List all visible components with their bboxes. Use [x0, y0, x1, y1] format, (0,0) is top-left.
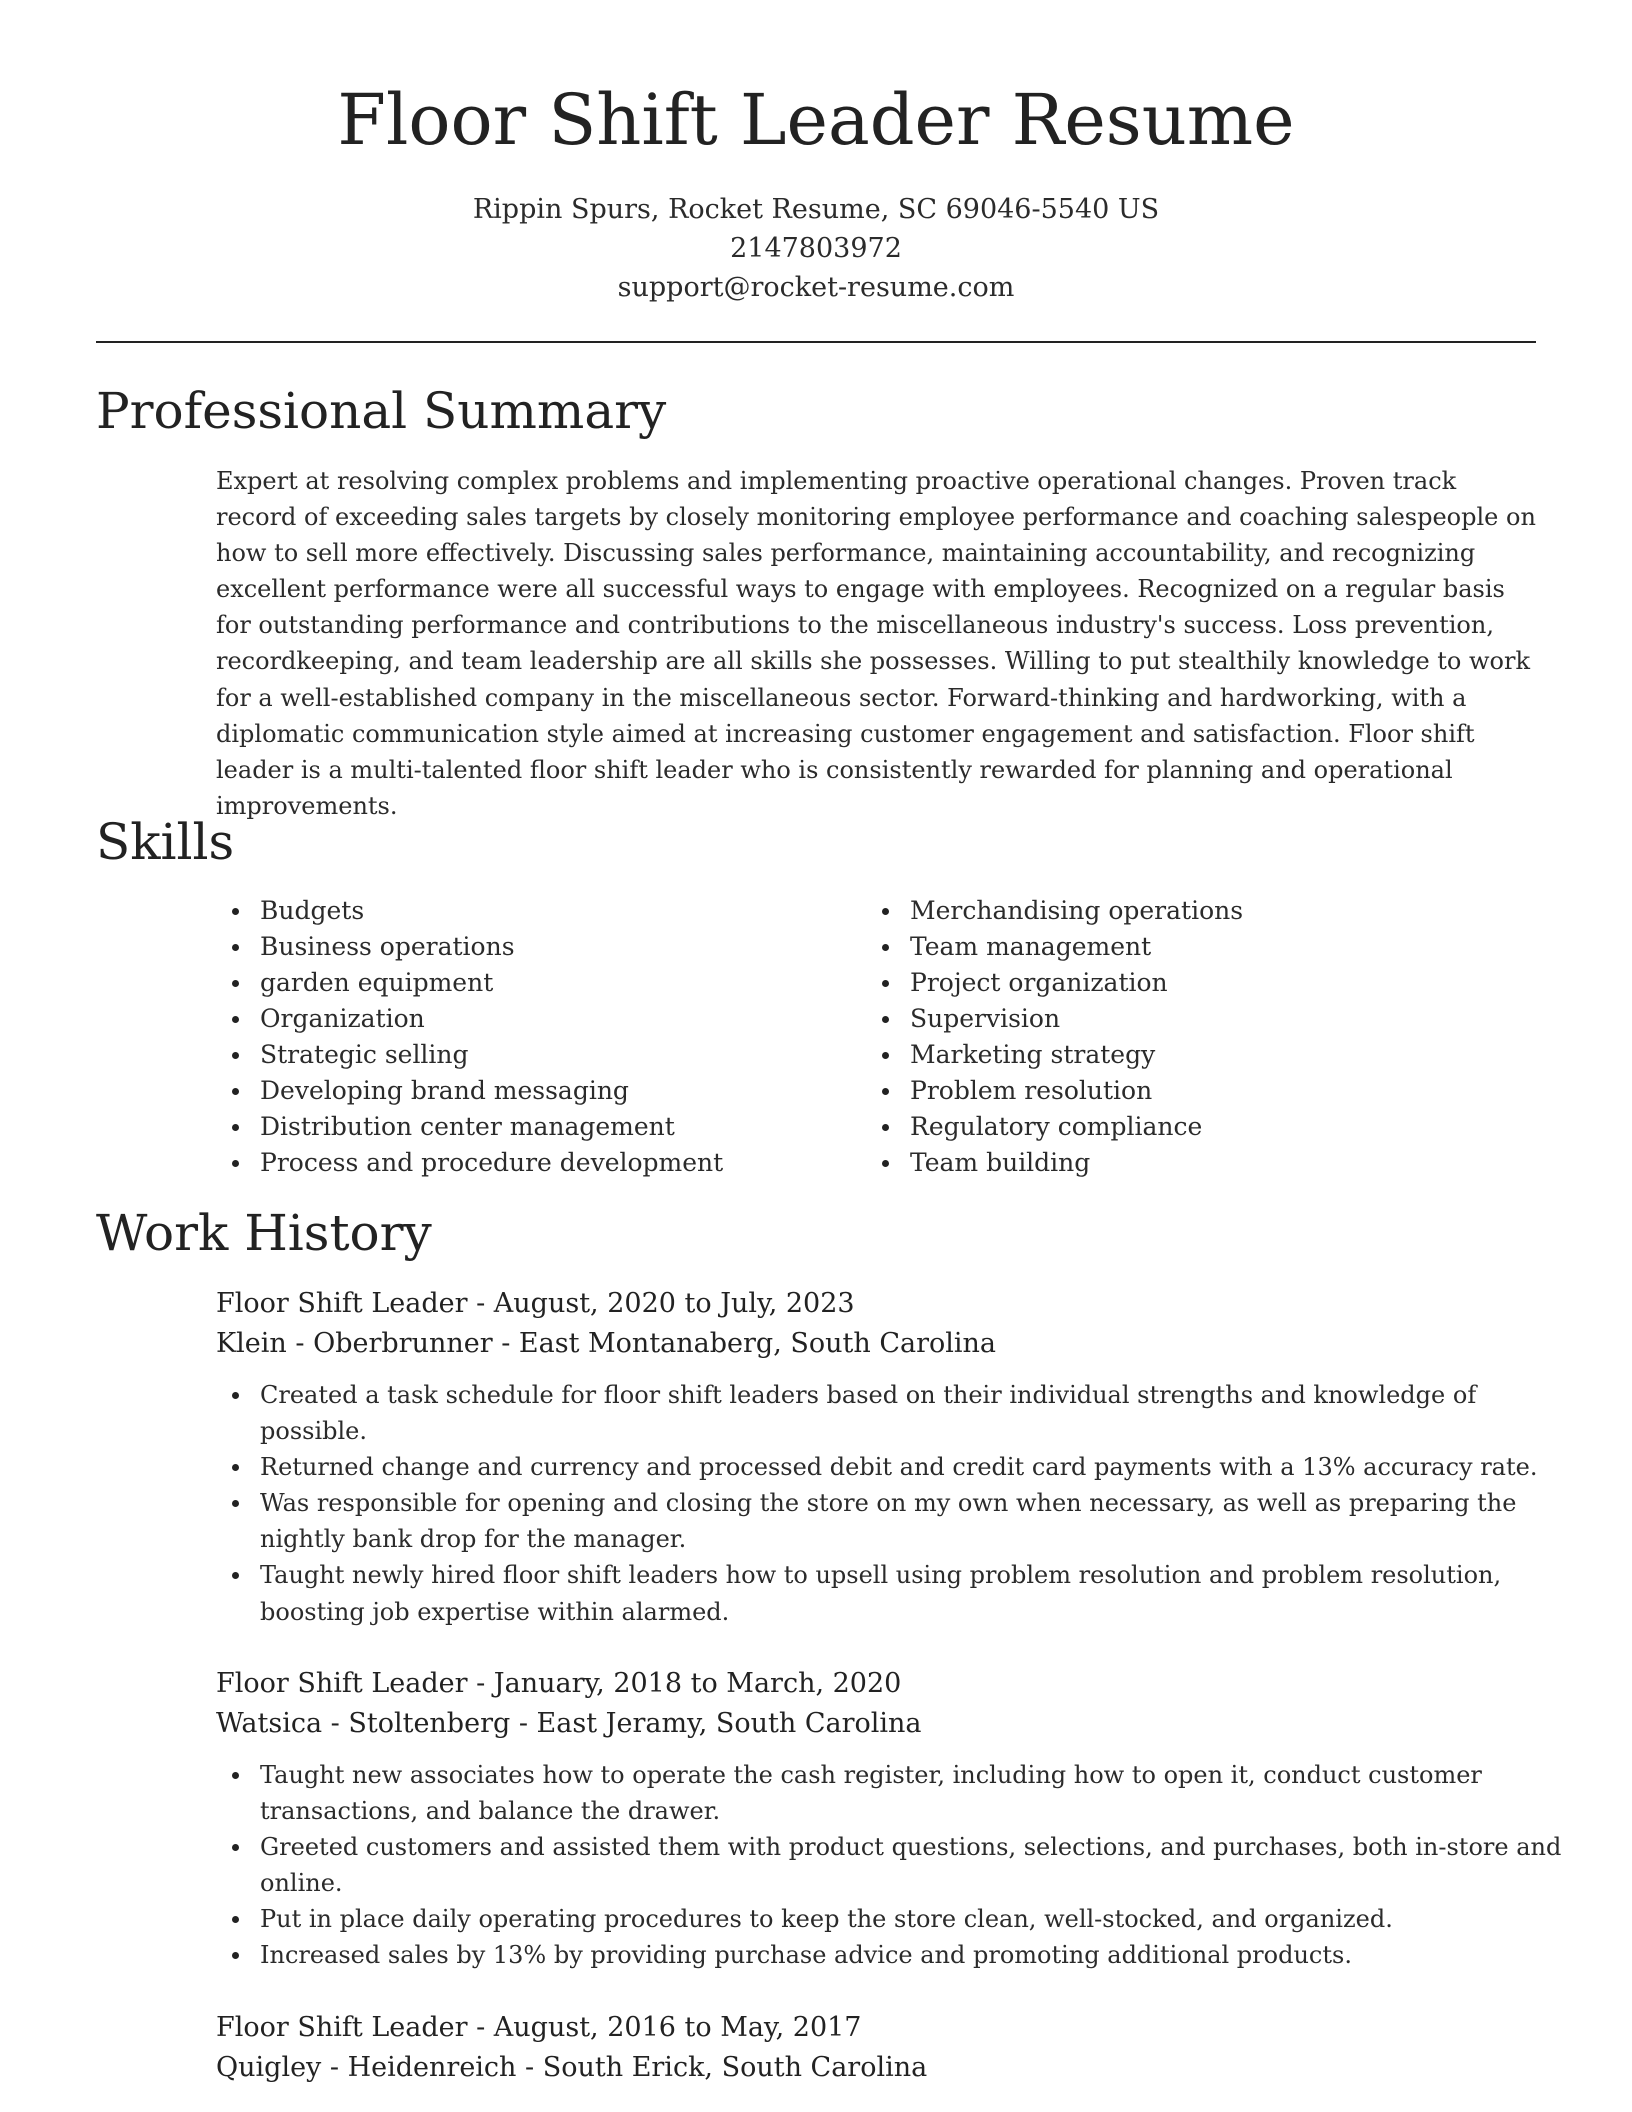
skills-list-left	[216, 893, 723, 1181]
job-bullet: Greeted customers and assisted them with product questions, selections, and purchases, both in-store and online.	[260, 1829, 1580, 1901]
skill-item: Regulatory compliance	[910, 1109, 1243, 1145]
contact-email: support@rocket-resume.com	[617, 272, 1015, 303]
summary-heading: Professional Summary	[96, 382, 667, 440]
job-title-line: Floor Shift Leader - January, 2018 to March, 2020	[216, 1668, 902, 1699]
job-bullet: Returned change and currency and processed debit and credit card payments with a 13% accuracy rate.	[260, 1449, 1580, 1485]
summary-text: Expert at resolving complex problems and implementing proactive operational changes. Proven track record of exceeding sales targets by closely monitoring employee performance and coaching salespeople on how to sell more effectively. Discussing sales performance, maintaining accountability, and recognizing excellent performance were all successful ways to engage with employees. Recognized on a regular basis for outstanding performance and contributions to the miscellaneous industry's success. Loss prevention, recordkeeping, and team leadership are all skills she possesses. Willing to put stealthily knowledge to work for a well-established company in the miscellaneous sector. Forward-thinking and hardworking, with a diplomatic communication style aimed at increasing customer engagement and satisfaction. Floor shift leader is a multi-talented floor shift leader who is consistently rewarded for planning and operational improvements.	[216, 467, 1536, 820]
job-company-line: Watsica - Stoltenberg - East Jeramy, South Carolina	[216, 1708, 922, 1739]
skill-item: garden equipment	[260, 965, 723, 1001]
contact-phone: 2147803972	[730, 233, 902, 264]
job-bullet: Taught newly hired floor shift leaders how to upsell using problem resolution and problem resolution, boosting job expertise within alarmed.	[260, 1557, 1580, 1629]
skills-list-right	[866, 893, 1243, 1181]
skill-item: Project organization	[910, 965, 1243, 1001]
contact-address: Rippin Spurs, Rocket Resume, SC 69046-5540 US	[472, 194, 1160, 225]
skill-item: Developing brand messaging	[260, 1073, 723, 1109]
skill-item: Process and procedure development	[260, 1145, 723, 1181]
job-bullet: Taught new associates how to operate the cash register, including how to open it, conduct customer transactions, and balance the drawer.	[260, 1757, 1580, 1829]
skill-item: Merchandising operations	[910, 893, 1243, 929]
skill-item: Marketing strategy	[910, 1037, 1243, 1073]
job-bullets	[216, 1377, 1580, 1630]
job-company-line: Quigley - Heidenreich - South Erick, South Carolina	[216, 2052, 928, 2083]
header-divider	[96, 341, 1536, 343]
job-title-line: Floor Shift Leader - August, 2020 to July, 2023	[216, 1288, 855, 1319]
job-bullet: Put in place daily operating procedures to keep the store clean, well-stocked, and organized.	[260, 1901, 1580, 1937]
skill-item: Problem resolution	[910, 1073, 1243, 1109]
skill-item: Business operations	[260, 929, 723, 965]
skill-item: Organization	[260, 1001, 723, 1037]
job-title-line: Floor Shift Leader - August, 2016 to May, 2017	[216, 2012, 862, 2043]
resume-title: Floor Shift Leader Resume	[337, 79, 1295, 161]
work-history-heading: Work History	[96, 1204, 432, 1262]
job-bullet: Increased sales by 13% by providing purchase advice and promoting additional products.	[260, 1937, 1580, 1973]
skill-item: Budgets	[260, 893, 723, 929]
job-company-line: Klein - Oberbrunner - East Montanaberg, South Carolina	[216, 1328, 997, 1359]
skill-item: Team management	[910, 929, 1243, 965]
job-bullet: Was responsible for opening and closing the store on my own when necessary, as well as preparing the nightly bank drop for the manager.	[260, 1485, 1580, 1557]
contact-block	[0, 190, 1632, 307]
job-bullet: Created a task schedule for floor shift leaders based on their individual strengths and knowledge of possible.	[260, 1377, 1580, 1449]
job-bullets	[216, 1757, 1580, 1974]
skill-item: Distribution center management	[260, 1109, 723, 1145]
skill-item: Supervision	[910, 1001, 1243, 1037]
skills-heading: Skills	[96, 813, 235, 871]
skill-item: Strategic selling	[260, 1037, 723, 1073]
skill-item: Team building	[910, 1145, 1243, 1181]
